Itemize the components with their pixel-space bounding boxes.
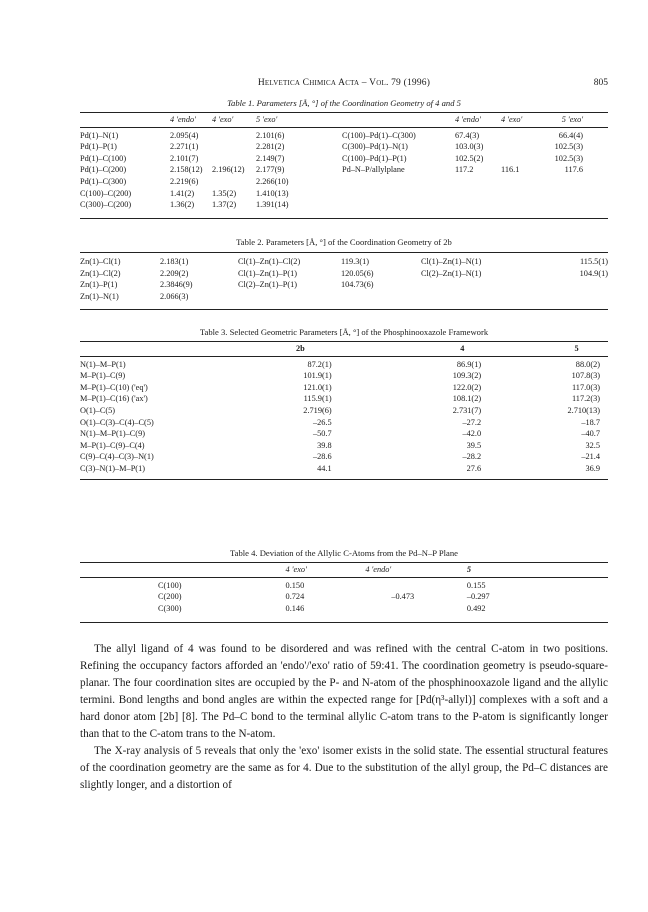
- table-cell: 0.155: [466, 580, 486, 590]
- table-cell: Cl(2)–Zn(1)–P(1): [238, 280, 297, 290]
- table-cell: C(300)–C(200): [80, 200, 132, 210]
- paragraph: The allyl ligand of 4 was found to be disordered and was refined with the central C-atom in two positions. Refining the occupancy factors afforded an 'endo'/'exo' ratio of 59:41. The coordination geometry is pseudo-square-planar. The four coordination sites are occupied by the P- and N-atom of the phosphinooxazole ligand and the allylic termini. Bond lengths and bond angles are within the expected range for [Pd(η³-allyl)] complexes with a soft and a hard donor atom [2b] [8]. The Pd–C bond to the terminal allylic C-atom trans to the P-atom is significantly longer than that to the C-atom trans to the N-atom.: [80, 643, 608, 740]
- table-cell: C(100)–Pd(1)–P(1): [342, 153, 407, 163]
- table3-caption: Table 3. Selected Geometric Parameters [Å, °] of the Phosphinooxazole Framework: [199, 327, 489, 337]
- table-cell: 2.219(6): [170, 176, 199, 186]
- table-cell: 121.0(1): [303, 382, 332, 392]
- table-cell: 116.1: [501, 165, 520, 175]
- table-cell: 2.183(1): [160, 257, 189, 266]
- table-cell: Cl(1)–Zn(1)–N(1): [421, 257, 482, 266]
- table-cell: [212, 153, 256, 165]
- table-cell: [501, 153, 543, 165]
- table-cell: 2.719(6): [303, 405, 332, 415]
- table-row: [80, 141, 316, 153]
- table-cell: 1.41(2): [170, 188, 195, 198]
- table-cell: 2.266(10): [256, 176, 289, 186]
- table3-bottom-rule: [80, 479, 608, 480]
- table-row: [80, 188, 316, 200]
- table-cell: 104.9(1): [579, 268, 608, 278]
- table-cell: 119.3(1): [341, 257, 370, 266]
- table-cell: O(1)–C(5): [80, 405, 116, 415]
- table-cell: –26.5: [312, 417, 332, 427]
- table-cell: –40.7: [581, 429, 600, 439]
- table-cell: 108.1(2): [452, 394, 482, 404]
- table2: [80, 256, 608, 302]
- table-row: [80, 451, 608, 463]
- table-cell: Cl(1)–Zn(1)–Cl(2): [238, 257, 301, 266]
- table3-top-rule: [80, 341, 608, 342]
- table-row: [342, 141, 583, 153]
- table-row: [80, 440, 608, 452]
- table1-left-header-cell: 4 'exo': [212, 115, 234, 124]
- table-cell: C(9)–C(4)–C(3)–N(1): [80, 452, 154, 462]
- table-cell: –28.6: [312, 452, 332, 462]
- table-cell: 102.5(2): [455, 153, 484, 163]
- table-cell: 2.281(2): [256, 142, 285, 152]
- table-cell: 0.724: [285, 592, 305, 602]
- table-cell: [501, 126, 543, 142]
- table-cell: 115.9(1): [303, 394, 332, 404]
- table-cell: 1.37(2): [212, 200, 237, 210]
- table1-left-header-row: [80, 114, 316, 126]
- table-cell: Pd–N–P/allylplane: [342, 165, 405, 175]
- table-cell: 2.149(7): [256, 153, 285, 163]
- table-cell: 0.492: [466, 603, 486, 613]
- table-cell: 2.731(7): [452, 405, 482, 415]
- table2-top-rule: [80, 252, 608, 253]
- table-cell: 87.2(1): [307, 359, 332, 369]
- table-row: [80, 176, 316, 188]
- table-cell: –27.2: [462, 417, 482, 427]
- paragraph: The X-ray analysis of 5 reveals that only the 'exo' isomer exists in the solid state. The essential structural features of the coordination geometry are the same as for 4. Due to the substitution of the allyl group, the Pd–C distances are slightly longer, and a distortion of: [80, 745, 608, 791]
- table-row: [80, 428, 608, 440]
- table-cell: 2.158(12): [170, 165, 203, 175]
- table-cell: 2b: [296, 344, 305, 353]
- table-cell: M–P(1)–C(16) ('ax'): [80, 394, 148, 404]
- table-cell: 4 'exo': [285, 565, 307, 574]
- table-cell: Pd(1)–N(1): [80, 130, 119, 140]
- table-cell: 4: [460, 344, 465, 353]
- table-header-row: [80, 564, 608, 576]
- table-cell: –21.4: [581, 452, 600, 462]
- table-cell: C(100): [158, 580, 182, 590]
- table-cell: 2.177(9): [256, 165, 285, 175]
- table2-caption: Table 2. Parameters [Å, °] of the Coordination Geometry of 2b: [236, 237, 452, 247]
- table1-right-header-row: [342, 114, 583, 126]
- table-cell: –28.2: [462, 452, 482, 462]
- table1-bottom-rule: [80, 218, 608, 219]
- table-cell: 107.8(3): [571, 371, 600, 381]
- table-cell: 86.9(1): [456, 359, 482, 369]
- table-cell: 1.391(14): [256, 200, 289, 210]
- table-cell: 32.5: [585, 440, 600, 450]
- table-cell: [536, 291, 608, 303]
- table4-top-rule: [80, 562, 608, 563]
- table-cell: [238, 291, 341, 303]
- table-cell: [80, 564, 286, 576]
- table-row: [342, 153, 583, 165]
- table-cell: 115.5(1): [579, 257, 608, 266]
- table-cell: 88.0(2): [575, 359, 600, 369]
- table-row: [80, 405, 608, 417]
- table-cell: 117.2: [455, 165, 474, 175]
- table-cell: N(1)–M–P(1): [80, 359, 126, 369]
- table-row: [342, 126, 583, 142]
- table-row: [80, 153, 316, 165]
- table-row: [80, 355, 608, 371]
- table-cell: 1.35(2): [212, 188, 237, 198]
- table-cell: –42.0: [462, 429, 482, 439]
- table1-top-rule: [80, 112, 608, 113]
- table-cell: 109.3(2): [452, 371, 482, 381]
- table-row: [342, 164, 583, 176]
- table-cell: [80, 343, 191, 355]
- table4-bottom-rule: [80, 622, 608, 623]
- table-cell: 1.36(2): [170, 200, 195, 210]
- table-cell: C(300)–Pd(1)–N(1): [342, 142, 408, 152]
- table-cell: [536, 279, 608, 291]
- table-cell: C(300): [158, 603, 182, 613]
- table-cell: Cl(1)–Zn(1)–P(1): [238, 268, 297, 278]
- table-row: [80, 382, 608, 394]
- table-cell: M–P(1)–C(9): [80, 371, 126, 381]
- table-cell: [212, 141, 256, 153]
- table1-right-header-cell: 4 'endo': [455, 115, 481, 124]
- table-cell: 122.0(2): [452, 382, 482, 392]
- table-cell: Pd(1)–C(100): [80, 153, 127, 163]
- table-cell: –0.297: [466, 592, 490, 602]
- table-cell: 120.05(6): [341, 268, 374, 278]
- table-cell: –18.7: [581, 417, 600, 427]
- table-cell: [212, 176, 256, 188]
- table-cell: 2.710(13): [567, 405, 600, 415]
- table-cell: 67.4(3): [455, 130, 480, 140]
- table4-caption: Table 4. Deviation of the Allylic C-Atoms from the Pd–N–P Plane: [230, 548, 458, 558]
- table-cell: 2.3846(9): [160, 280, 193, 290]
- table-row: [80, 126, 316, 142]
- table-cell: [501, 141, 543, 153]
- table1-caption: Table 1. Parameters [Å, °] of the Coordination Geometry of 4 and 5: [227, 98, 461, 108]
- table-cell: –50.7: [312, 429, 332, 439]
- table-cell: Pd(1)–C(300): [80, 176, 127, 186]
- table-cell: O(1)–C(3)–C(4)–C(5): [80, 417, 154, 427]
- table-cell: 39.8: [317, 440, 332, 450]
- table-cell: Zn(1)–P(1): [80, 280, 118, 290]
- table-cell: 102.5(3): [554, 153, 583, 163]
- table1-right-header-cell: [342, 114, 455, 126]
- table1-right-header-cell: 5 'exo': [561, 115, 583, 124]
- table-cell: Zn(1)–Cl(1): [80, 257, 121, 266]
- table1-left-header-cell: 5 'exo': [256, 115, 278, 124]
- table-cell: [212, 126, 256, 142]
- table-cell: 39.5: [466, 440, 482, 450]
- table-cell: C(100)–C(200): [80, 188, 132, 198]
- table1-left: [80, 114, 316, 211]
- table-cell: C(200): [158, 592, 182, 602]
- table-header-row: [80, 343, 608, 355]
- table-cell: 2.196(12): [212, 165, 245, 175]
- table-cell: C(100)–Pd(1)–C(300): [342, 130, 416, 140]
- table-cell: 2.101(7): [170, 153, 199, 163]
- table-cell: 5: [466, 565, 472, 574]
- table-cell: [365, 603, 467, 615]
- table-cell: 4 'endo': [365, 565, 392, 574]
- table-cell: 103.0(3): [455, 142, 484, 152]
- table-row: [80, 256, 608, 268]
- table-cell: 102.5(3): [554, 142, 583, 152]
- table-cell: 44.1: [317, 463, 332, 473]
- table-cell: –0.473: [391, 592, 415, 602]
- table1-left-header-cell: 4 'endo': [170, 115, 196, 124]
- page-number: 805: [593, 78, 608, 88]
- table-cell: M–P(1)–C(10) ('eq'): [80, 382, 148, 392]
- journal-title: Helvetica Chimica Acta – Vol. 79 (1996): [257, 78, 431, 88]
- table-cell: 117.0(3): [571, 382, 600, 392]
- table1-right: [342, 114, 583, 176]
- table-cell: 117.6: [564, 165, 583, 175]
- table-cell: Zn(1)–N(1): [80, 291, 119, 301]
- table-row: [80, 576, 608, 592]
- table-cell: C(3)–N(1)–M–P(1): [80, 463, 145, 473]
- table-cell: 1.410(13): [256, 188, 289, 198]
- table-cell: 66.4(4): [558, 130, 583, 140]
- table-cell: 2.209(2): [160, 268, 189, 278]
- table-cell: 2.101(6): [256, 130, 285, 140]
- table-cell: 27.6: [466, 463, 482, 473]
- table3: [80, 343, 608, 475]
- table-cell: M–P(1)–C(9)–C(4): [80, 440, 145, 450]
- table1-left-header-cell: [80, 114, 170, 126]
- table-cell: 5: [574, 344, 579, 353]
- table-cell: 101.9(1): [303, 371, 332, 381]
- table-cell: N(1)–M–P(1)–C(9): [80, 429, 145, 439]
- table-cell: 2.066(3): [160, 291, 189, 301]
- table-row: [80, 268, 608, 280]
- table-cell: [421, 279, 536, 291]
- table-cell: 36.9: [585, 463, 600, 473]
- table-cell: Pd(1)–C(200): [80, 165, 127, 175]
- body-text: [80, 641, 608, 794]
- table-row: [80, 370, 608, 382]
- table-cell: 2.095(4): [170, 130, 199, 140]
- table-cell: 117.2(3): [571, 394, 600, 404]
- table-row: [80, 591, 608, 603]
- table-row: [80, 199, 316, 211]
- table2-bottom-rule: [80, 309, 608, 310]
- table-cell: [341, 291, 421, 303]
- table-row: [80, 291, 608, 303]
- table-cell: Zn(1)–Cl(2): [80, 268, 121, 278]
- table-row: [80, 279, 608, 291]
- table-cell: [365, 576, 467, 592]
- table4: [80, 564, 608, 614]
- table1-right-header-cell: 4 'exo': [501, 115, 523, 124]
- table-row: [80, 603, 608, 615]
- table-row: [80, 393, 608, 405]
- table-cell: 2.271(1): [170, 142, 199, 152]
- table-cell: [421, 291, 536, 303]
- table-row: [80, 463, 608, 475]
- table-cell: 0.146: [285, 603, 305, 613]
- table-cell: Pd(1)–P(1): [80, 142, 117, 152]
- table-row: [80, 417, 608, 429]
- table-row: [80, 164, 316, 176]
- table-cell: 104.73(6): [341, 280, 374, 290]
- table-cell: Cl(2)–Zn(1)–N(1): [421, 268, 482, 278]
- table-cell: 0.150: [285, 580, 305, 590]
